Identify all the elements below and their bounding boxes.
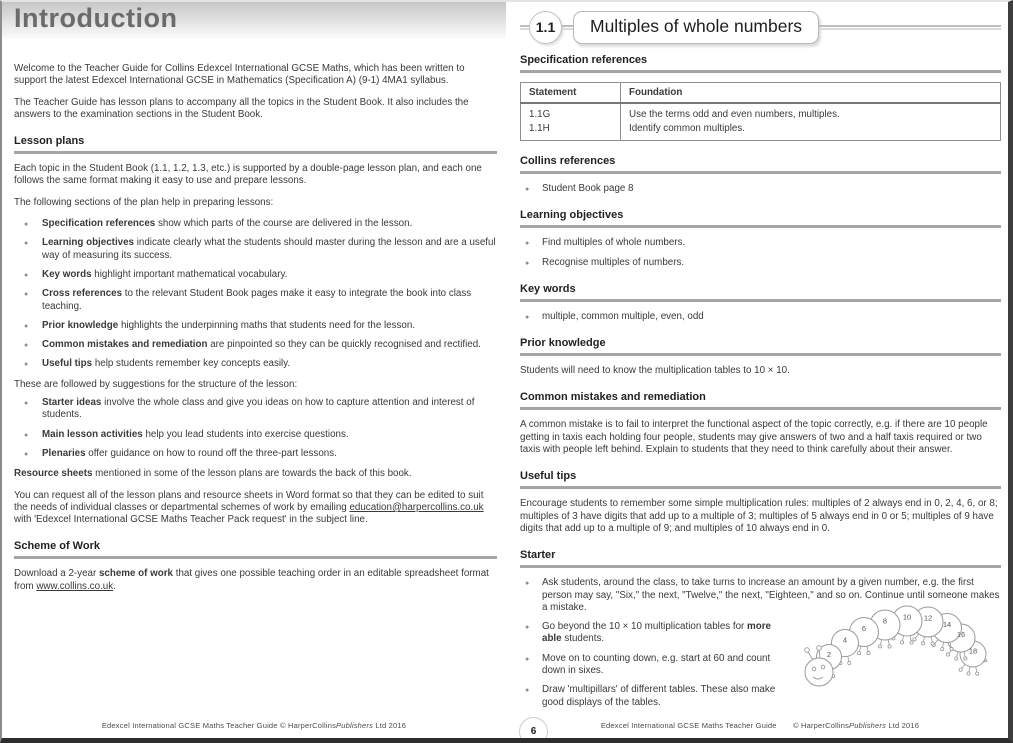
list-item-text: indicate clearly what the students should master during the lesson and are a useful way of measuring its success. [42, 237, 496, 261]
list-item-lead: Common mistakes and remediation [42, 339, 208, 351]
list-item-text: to the relevant Student Book pages make it easy to integrate the book into class teaching. [42, 288, 472, 312]
multipillar-caterpillar-illustration [789, 605, 989, 705]
page-number-badge: 6 [519, 717, 548, 743]
list-item-bold: more able [542, 621, 772, 645]
list-item [14, 448, 497, 460]
page-introduction [2, 2, 506, 738]
useful-tips-text: Encourage students to remember some simple multiplication rules: multiples of 2 always end in 0, 2, 4, 6, or 8; multiples of 3 have digits that add up to a multiple of 3; multiples of 5 always end in 0 or 5; multiples of 9 have digits that add up to a multiple of 9; and multiples of 10 always end in 0. [520, 498, 998, 534]
table-header-row [521, 83, 1001, 104]
lesson-header [520, 2, 1001, 46]
right-page-footer [510, 721, 1010, 730]
intro-paragraph: The Teacher Guide has lesson plans to accompany all the topics in the Student Book. It also includes the answers to the examination sections in the Student Book. [14, 96, 469, 120]
list-item-text: show which parts of the course are delivered in the lesson. [155, 218, 413, 230]
header-rule-mid [562, 25, 573, 30]
footer-copyright: © HarperCollins [279, 721, 337, 730]
svg-text:12: 12 [923, 613, 933, 623]
section-heading-spec-references: Specification references [520, 54, 1001, 73]
section-heading-lesson-plans: Lesson plans [14, 135, 497, 154]
left-page-footer [2, 721, 506, 730]
list-item-text: Go beyond the 10 × 10 multiplication tables for [542, 621, 748, 633]
table-cell-foundation [621, 103, 1001, 141]
specification-table [520, 82, 1001, 141]
list-item-text: help you lead students into exercise questions. [142, 428, 349, 440]
list-item-lead: Starter ideas [42, 397, 102, 409]
list-item [14, 320, 497, 332]
list-item-lead: Prior knowledge [42, 319, 119, 331]
list-item: ● Draw 'multipillars' of different tables. These also make good displays of the tables. [520, 684, 778, 709]
section-heading-prior-knowledge: Prior knowledge [520, 337, 1001, 356]
svg-text:18: 18 [968, 646, 978, 656]
list-item: ● Recognise multiples of numbers. [520, 257, 1001, 269]
list-item: ● Student Book page 8 [520, 183, 1001, 195]
learning-objectives-list [520, 237, 1001, 269]
paragraph-lead: Resource sheets [14, 468, 93, 480]
list-item-lead: Plenaries [42, 447, 86, 459]
list-item-lead: Specification references [42, 218, 156, 230]
key-words-list [520, 311, 1001, 323]
svg-text:10: 10 [902, 612, 912, 622]
list-item [14, 269, 497, 281]
list-item-text: involve the whole class and give you ideas on how to capture attention and interest of students. [42, 397, 475, 421]
foundation-text: Identify common multiples. [629, 123, 745, 134]
list-item: ● Ask students, around the class, to take turns to increase an amount by a given number, e.g. the first person may say, "Six," the next, "Twelve," the next, "Eighteen," and so on. Continue until someone makes a mistake. [520, 577, 1001, 614]
svg-text:4: 4 [842, 635, 848, 645]
lesson-number-badge: 1.1 [529, 11, 562, 44]
header-rule-left [520, 25, 529, 30]
footer-guide-text: Edexcel International GCSE Maths Teacher Guide [600, 721, 777, 730]
section-heading-collins-references: Collins references [520, 155, 1001, 174]
paragraph-text: Download a 2-year [14, 568, 99, 580]
list-item-text: offer guidance on how to round off the three-part lessons. [85, 447, 337, 459]
footer-guide-text: Edexcel International GCSE Maths Teacher Guide [101, 721, 278, 730]
paragraph: Each topic in the Student Book (1.1, 1.2, 1.3, etc.) is supported by a double-page lesson plan, and each one follows the same format making it easy to use and prepare lessons. [14, 163, 482, 187]
list-item: ● Find multiples of whole numbers. [520, 237, 1001, 249]
paragraph-text: . [113, 580, 116, 592]
list-item-text: are pinpointed so they can be quickly recognised and rectified. [207, 339, 481, 351]
list-item [14, 429, 497, 441]
section-heading-key-words: Key words [520, 283, 1001, 302]
svg-text:8: 8 [882, 616, 888, 626]
section-heading-scheme-of-work: Scheme of Work [14, 540, 497, 559]
list-item-lead: Learning objectives [42, 237, 135, 249]
table-row [521, 103, 1001, 141]
list-item-lead: Key words [42, 268, 92, 280]
list-item-lead: Main lesson activities [42, 428, 143, 440]
list-item [14, 237, 497, 262]
footer-publishers-italic: Publishers [849, 721, 887, 730]
foundation-text: Use the terms odd and even numbers, multiples. [629, 109, 840, 120]
section-heading-common-mistakes: Common mistakes and remediation [520, 391, 1001, 410]
lesson-content [510, 2, 1010, 709]
paragraph-bold: scheme of work [98, 568, 173, 580]
list-item-lead: Cross references [42, 288, 123, 300]
collins-references-list [520, 183, 1001, 195]
svg-text:16: 16 [956, 630, 966, 640]
svg-text:14: 14 [942, 620, 952, 630]
lesson-plan-sections-list [14, 218, 497, 371]
table-cell-statements [521, 103, 621, 141]
collins-website-link[interactable]: www.collins.co.uk [36, 580, 114, 592]
paragraph: The following sections of the plan help in preparing lessons: [14, 196, 274, 208]
request-paragraph [14, 490, 497, 527]
starter-section [520, 577, 1001, 709]
paragraph-text: with 'Edexcel International GCSE Maths Teacher Pack request' in the subject line. [14, 514, 368, 526]
list-item [520, 621, 778, 646]
page-lesson-1-1 [510, 2, 1010, 738]
list-item [14, 288, 497, 313]
list-item: ● Move on to counting down, e.g. start at 60 and count down in sixes. [520, 653, 778, 678]
list-item [14, 397, 497, 422]
statement-code: 1.1G [529, 109, 551, 120]
footer-year: Ltd 2016 [373, 721, 407, 730]
list-item-text: help students remember key concepts easily. [92, 358, 291, 370]
statement-code: 1.1H [529, 123, 550, 134]
svg-text:6: 6 [861, 624, 867, 634]
list-item [14, 339, 497, 351]
paragraph-text: You can request all of the lesson plans and resource sheets in Word format so that they can be edited to suit the needs of individual classes or departmental schemes of work by emailing [14, 489, 484, 513]
email-link[interactable]: education@harpercollins.co.uk [349, 501, 484, 513]
footer-copyright: © HarperCollins [792, 721, 850, 730]
paragraph-text: that gives one possible teaching order in an editable spreadsheet format from [14, 568, 489, 592]
list-item: ● multiple, common multiple, even, odd [520, 311, 1001, 323]
lesson-title: Multiples of whole numbers [573, 11, 819, 44]
lesson-structure-list [14, 397, 497, 460]
svg-text:2: 2 [826, 650, 832, 660]
section-heading-learning-objectives: Learning objectives [520, 209, 1001, 228]
section-heading-starter: Starter [520, 549, 1001, 568]
list-item-lead: Useful tips [42, 358, 93, 370]
footer-year: Ltd 2016 [886, 721, 920, 730]
intro-paragraph: Welcome to the Teacher Guide for Collins Edexcel International GCSE Maths, which has been written to support the latest Edexcel International GCSE in Mathematics (Specification A) (9-1) 4MA1 syllabus. [14, 63, 465, 87]
intro-content [2, 39, 506, 593]
header-rule-right [819, 25, 1001, 30]
list-item-text: highlights the underpinning maths that students need for the lesson. [118, 319, 416, 331]
footer-publishers-italic: Publishers [336, 721, 374, 730]
section-heading-useful-tips: Useful tips [520, 470, 1001, 489]
list-item [14, 358, 497, 370]
page-title: Introduction [14, 3, 178, 33]
paragraph: These are followed by suggestions for the structure of the lesson: [14, 378, 298, 390]
paragraph-text: mentioned in some of the lesson plans are towards the back of this book. [92, 468, 412, 480]
resource-sheets-paragraph [14, 468, 497, 480]
list-item-text: highlight important mathematical vocabulary. [91, 268, 288, 280]
list-item [14, 218, 497, 230]
table-header-statement: Statement [521, 83, 621, 104]
table-header-foundation: Foundation [621, 83, 1001, 104]
prior-knowledge-text: Students will need to know the multiplication tables to 10 × 10. [520, 365, 790, 377]
scheme-paragraph [14, 568, 497, 593]
intro-banner [2, 2, 506, 39]
list-item-text: students. [561, 633, 605, 645]
common-mistakes-text: A common mistake is to fail to interpret the functional aspect of the topic correctly, e.g. if there are 10 people getting in taxis each holding four people, students may give answers of two and a half taxis required or two taxis with people left behind. Explain to students that they need to think carefully about their answer. [520, 419, 988, 456]
